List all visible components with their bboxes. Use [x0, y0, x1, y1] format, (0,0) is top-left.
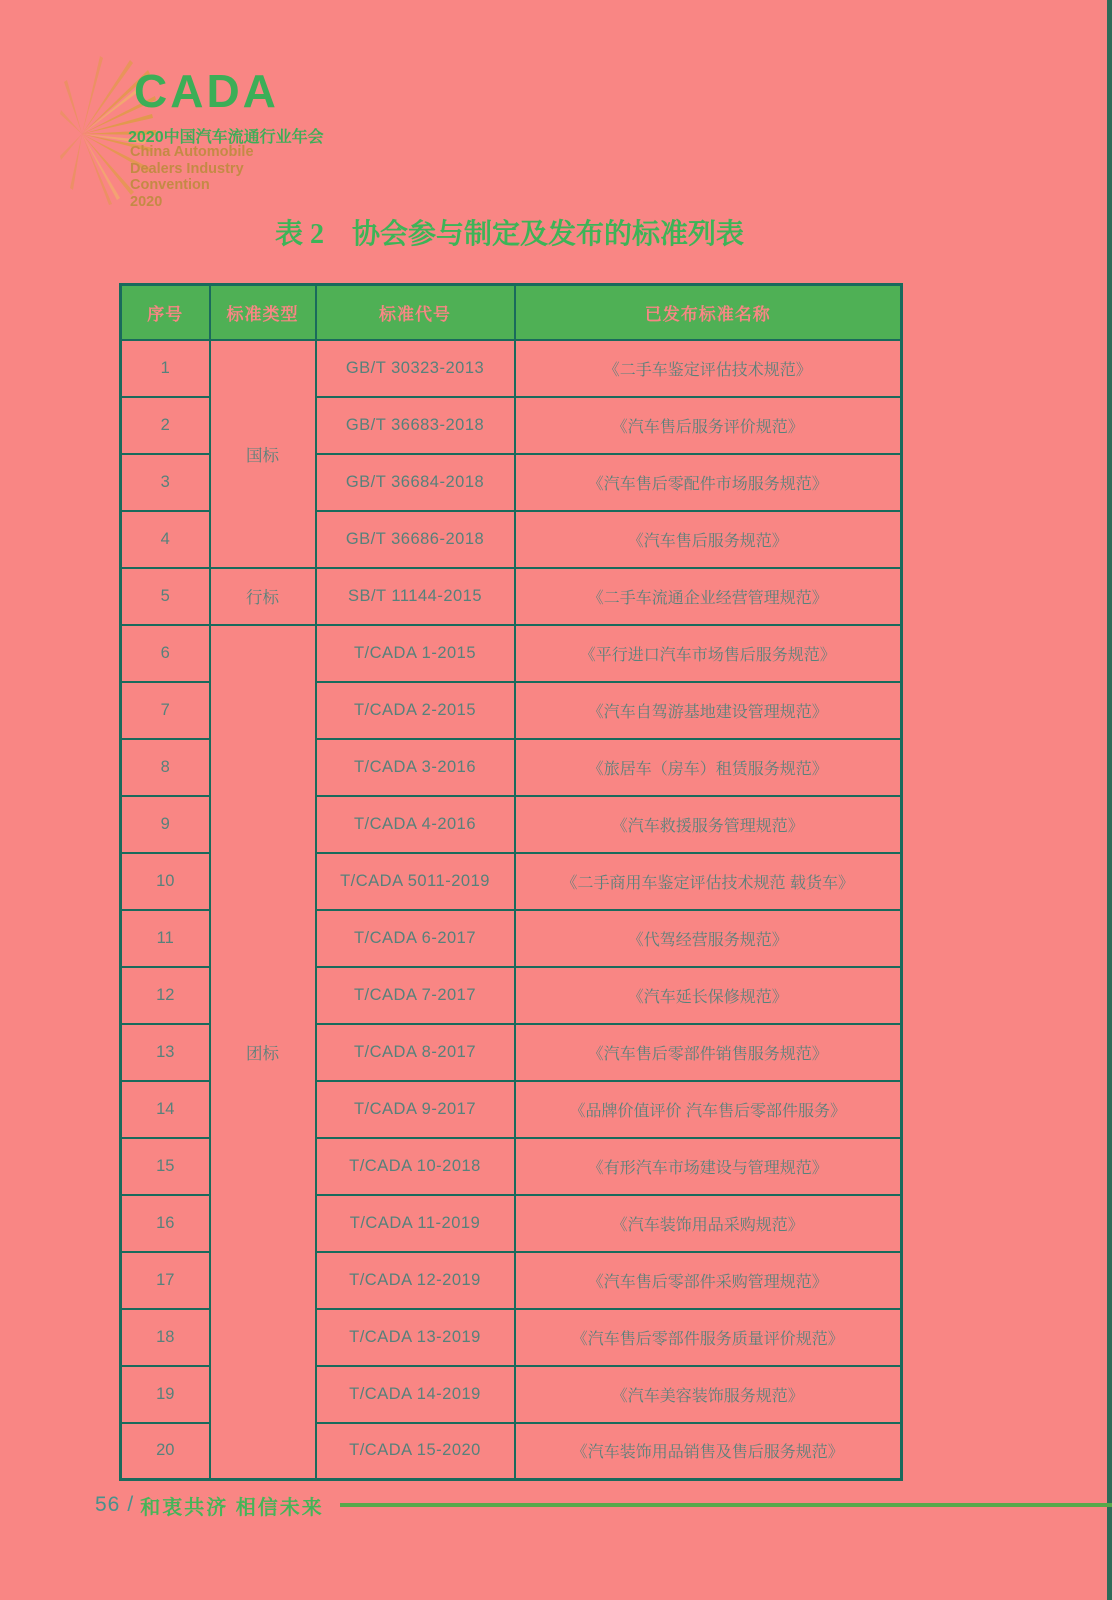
standard-name: 《汽车售后服务规范》: [515, 511, 902, 568]
table-header-row: [121, 285, 902, 340]
row-number: 4: [121, 511, 210, 568]
standard-name: 《二手车鉴定评估技术规范》: [515, 340, 902, 397]
standard-code: SB/T 11144-2015: [316, 568, 515, 625]
row-number: 2: [121, 397, 210, 454]
logo-english-line-2: Dealers Industry: [130, 160, 244, 177]
standard-name: 《有形汽车市场建设与管理规范》: [515, 1138, 902, 1195]
standard-name: 《汽车美容装饰服务规范》: [515, 1366, 902, 1423]
row-number: 17: [121, 1252, 210, 1309]
type-group-industry: 行标: [210, 568, 316, 625]
standard-code: T/CADA 11-2019: [316, 1195, 515, 1252]
table-title: 表 2 协会参与制定及发布的标准列表: [274, 219, 744, 250]
standards-table: [119, 283, 903, 1481]
standard-code: T/CADA 13-2019: [316, 1309, 515, 1366]
standard-code: GB/T 36684-2018: [316, 454, 515, 511]
row-number: 20: [121, 1423, 210, 1480]
row-number: 18: [121, 1309, 210, 1366]
standard-name: 《代驾经营服务规范》: [515, 910, 902, 967]
row-number: 16: [121, 1195, 210, 1252]
row-number: 12: [121, 967, 210, 1024]
row-number: 15: [121, 1138, 210, 1195]
row-number: 6: [121, 625, 210, 682]
standard-code: T/CADA 3-2016: [316, 739, 515, 796]
header-cell-type: 标准类型: [210, 285, 316, 340]
header-cell-name: 已发布标准名称: [515, 285, 902, 340]
header-cell-number: 序号: [121, 285, 210, 340]
row-number: 8: [121, 739, 210, 796]
row-number: 5: [121, 568, 210, 625]
cada-logo: [60, 42, 360, 222]
standard-name: 《旅居车（房车）租赁服务规范》: [515, 739, 902, 796]
standard-name: 《二手车流通企业经营管理规范》: [515, 568, 902, 625]
standard-code: T/CADA 8-2017: [316, 1024, 515, 1081]
logo-english-lines: [130, 144, 254, 210]
table-row: [121, 340, 902, 397]
standard-code: T/CADA 1-2015: [316, 625, 515, 682]
row-number: 10: [121, 853, 210, 910]
standard-name: 《汽车售后零部件采购管理规范》: [515, 1252, 902, 1309]
standard-code: GB/T 36686-2018: [316, 511, 515, 568]
table-row: [121, 625, 902, 682]
row-number: 3: [121, 454, 210, 511]
standard-name: 《品牌价值评价 汽车售后零部件服务》: [515, 1081, 902, 1138]
standard-code: T/CADA 6-2017: [316, 910, 515, 967]
standard-name: 《汽车自驾游基地建设管理规范》: [515, 682, 902, 739]
standard-code: T/CADA 5011-2019: [316, 853, 515, 910]
standard-code: T/CADA 4-2016: [316, 796, 515, 853]
row-number: 13: [121, 1024, 210, 1081]
logo-chinese-line: 2020中国汽车流通行业年会: [128, 129, 324, 146]
standard-name: 《汽车售后零部件销售服务规范》: [515, 1024, 902, 1081]
footer-rule-line: [340, 1503, 1112, 1507]
row-number: 14: [121, 1081, 210, 1138]
type-group-national: 国标: [210, 340, 316, 568]
standard-name: 《汽车装饰用品销售及售后服务规范》: [515, 1423, 902, 1480]
standard-code: T/CADA 7-2017: [316, 967, 515, 1024]
row-number: 19: [121, 1366, 210, 1423]
logo-english-line-3: Convention: [130, 177, 210, 193]
standard-name: 《汽车延长保修规范》: [515, 967, 902, 1024]
standard-name: 《汽车售后零部件服务质量评价规范》: [515, 1309, 902, 1366]
standard-code: T/CADA 15-2020: [316, 1423, 515, 1480]
standard-code: T/CADA 9-2017: [316, 1081, 515, 1138]
logo-brand-text: CADA: [134, 65, 279, 117]
standard-name: 《二手商用车鉴定评估技术规范 载货车》: [515, 853, 902, 910]
page-right-edge-strip: [1107, 0, 1112, 1600]
standard-name: 《汽车售后服务评价规范》: [515, 397, 902, 454]
logo-english-line-4: 2020: [130, 193, 163, 210]
standard-code: T/CADA 2-2015: [316, 682, 515, 739]
page-number-separator: /: [127, 1493, 134, 1516]
standard-name: 《汽车装饰用品采购规范》: [515, 1195, 902, 1252]
row-number: 11: [121, 910, 210, 967]
standard-name: 《汽车售后零配件市场服务规范》: [515, 454, 902, 511]
type-group-association: 团标: [210, 625, 316, 1480]
table-row: [121, 568, 902, 625]
standard-code: T/CADA 12-2019: [316, 1252, 515, 1309]
standard-name: 《平行进口汽车市场售后服务规范》: [515, 625, 902, 682]
logo-english-line-1: China Automobile: [130, 144, 254, 160]
standard-code: GB/T 36683-2018: [316, 397, 515, 454]
row-number: 1: [121, 340, 210, 397]
standard-code: T/CADA 10-2018: [316, 1138, 515, 1195]
standard-name: 《汽车救援服务管理规范》: [515, 796, 902, 853]
page-number: 56: [95, 1493, 121, 1516]
row-number: 9: [121, 796, 210, 853]
header-cell-code: 标准代号: [316, 285, 515, 340]
standard-code: T/CADA 14-2019: [316, 1366, 515, 1423]
page-footer: [95, 1490, 1112, 1520]
footer-slogan: 和衷共济 相信未来: [140, 1496, 324, 1519]
row-number: 7: [121, 682, 210, 739]
standard-code: GB/T 30323-2013: [316, 340, 515, 397]
